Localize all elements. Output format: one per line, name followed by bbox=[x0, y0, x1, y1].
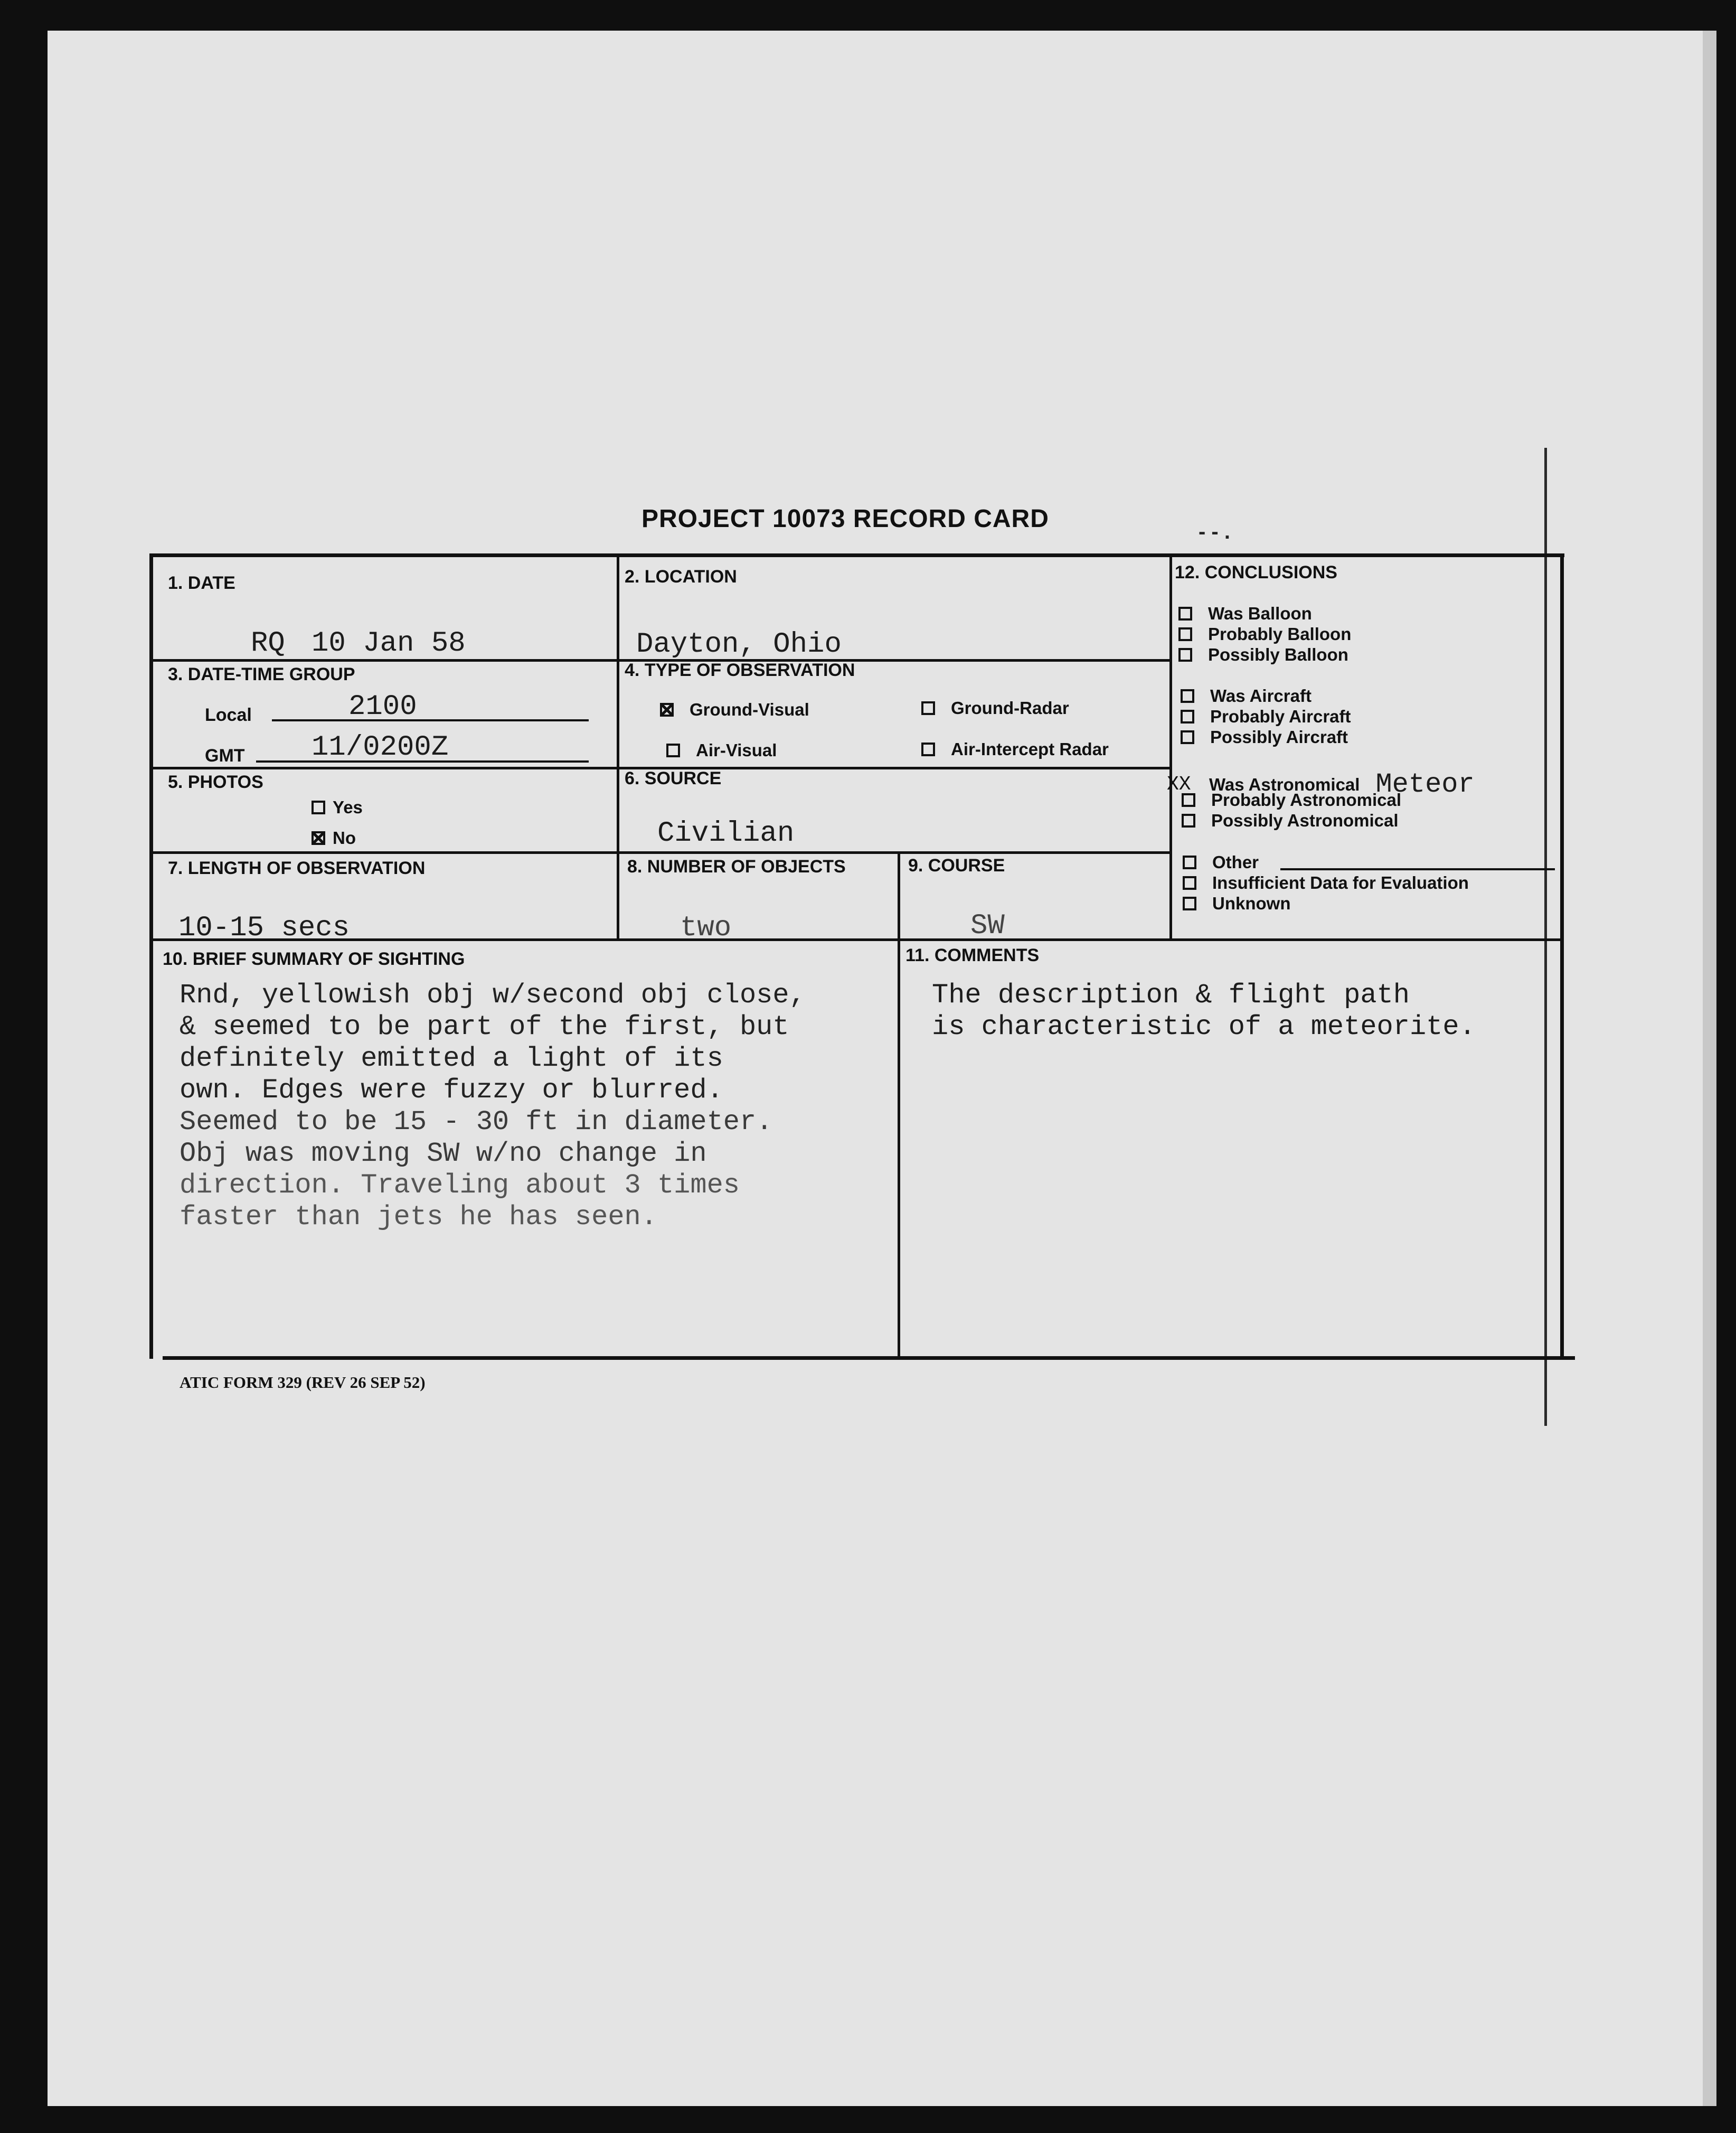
location-label: 2. LOCATION bbox=[625, 567, 737, 587]
conclusion-label: Was Aircraft bbox=[1210, 686, 1312, 706]
other-underline bbox=[1280, 868, 1555, 870]
option-photos-no-label: No bbox=[333, 828, 356, 848]
divider-col-course bbox=[898, 851, 900, 1358]
comments-label: 11. COMMENTS bbox=[905, 945, 1040, 965]
summary-line: Rnd, yellowish obj w/second obj close, bbox=[180, 980, 806, 1011]
option-ground-visual-label: Ground-Visual bbox=[690, 700, 809, 719]
conclusion-label: Possibly Balloon bbox=[1208, 645, 1348, 664]
checkbox-icon bbox=[1178, 607, 1192, 621]
summary-label: 10. BRIEF SUMMARY OF SIGHTING bbox=[163, 949, 465, 969]
checkbox-icon bbox=[1183, 876, 1196, 890]
location-value: Dayton, Ohio bbox=[636, 628, 842, 661]
comments-line: The description & flight path bbox=[932, 980, 1410, 1011]
conclusion-label: Possibly Astronomical bbox=[1211, 811, 1399, 830]
option-ground-visual bbox=[660, 700, 809, 720]
checkbox-icon bbox=[1182, 793, 1195, 807]
comments-text bbox=[932, 980, 1476, 1043]
divider-col-conclusions bbox=[1169, 556, 1172, 940]
checkbox-icon bbox=[1181, 710, 1194, 723]
conclusion-label: Unknown bbox=[1212, 894, 1291, 913]
course-label: 9. COURSE bbox=[908, 856, 1005, 876]
date-time-group-label: 3. DATE-TIME GROUP bbox=[168, 664, 355, 684]
conclusion-label: Possibly Aircraft bbox=[1210, 727, 1348, 747]
local-underline bbox=[272, 719, 589, 721]
conclusion-possibly-aircraft bbox=[1181, 727, 1348, 747]
card-border-left bbox=[149, 553, 153, 1359]
date-label: 1. DATE bbox=[168, 573, 235, 593]
gmt-value: 11/0200Z bbox=[312, 731, 449, 764]
number-of-objects-value: two bbox=[680, 912, 732, 944]
option-air-visual bbox=[666, 740, 777, 760]
conclusion-possibly-astronomical bbox=[1182, 811, 1399, 831]
checked-box-icon bbox=[660, 703, 674, 717]
conclusion-label: Probably Balloon bbox=[1208, 624, 1352, 644]
source-value: Civilian bbox=[657, 818, 795, 850]
stray-mark: - - . bbox=[1199, 520, 1230, 543]
option-photos-no bbox=[312, 828, 356, 848]
option-ground-radar-label: Ground-Radar bbox=[951, 698, 1069, 718]
option-photos-yes-label: Yes bbox=[333, 797, 363, 817]
conclusion-label: Was Balloon bbox=[1208, 604, 1312, 623]
conclusion-other bbox=[1183, 852, 1259, 872]
card-border-top bbox=[149, 553, 1564, 557]
divider-col-location bbox=[617, 556, 619, 940]
length-of-observation-value: 10-15 secs bbox=[178, 912, 350, 944]
conclusion-was-aircraft bbox=[1181, 686, 1312, 706]
checkbox-icon bbox=[1183, 897, 1196, 910]
date-value: 10 Jan 58 bbox=[312, 627, 466, 660]
checkbox-icon bbox=[1178, 627, 1192, 641]
conclusion-probably-astronomical bbox=[1182, 790, 1401, 810]
local-label: Local bbox=[205, 705, 252, 725]
typed-x-mark: XX bbox=[1167, 773, 1191, 796]
summary-line: faster than jets he has seen. bbox=[180, 1201, 657, 1233]
conclusion-label: Was Astronomical bbox=[1209, 774, 1360, 794]
checkbox-icon bbox=[1183, 856, 1196, 869]
course-value: SW bbox=[970, 910, 1005, 942]
conclusion-possibly-balloon bbox=[1178, 645, 1348, 665]
number-of-objects-label: 8. NUMBER OF OBJECTS bbox=[627, 857, 846, 877]
summary-line: direction. Traveling about 3 times bbox=[180, 1170, 740, 1201]
checked-box-icon bbox=[312, 831, 325, 845]
option-photos-yes bbox=[312, 797, 363, 818]
conclusions-label: 12. CONCLUSIONS bbox=[1175, 562, 1337, 582]
gmt-label: GMT bbox=[205, 746, 245, 766]
conclusion-insufficient-data bbox=[1183, 873, 1469, 893]
checkbox-icon bbox=[666, 744, 680, 757]
summary-line: Obj was moving SW w/no change in bbox=[180, 1138, 707, 1169]
option-air-visual-label: Air-Visual bbox=[696, 740, 777, 760]
type-of-observation-label: 4. TYPE OF OBSERVATION bbox=[625, 660, 855, 680]
checkbox-icon bbox=[1182, 814, 1195, 828]
conclusion-label: Insufficient Data for Evaluation bbox=[1212, 873, 1469, 892]
row-line-4 bbox=[152, 938, 1563, 941]
checkbox-icon bbox=[1178, 648, 1192, 662]
summary-line: Seemed to be 15 - 30 ft in diameter. bbox=[180, 1106, 773, 1138]
comments-line: is characteristic of a meteorite. bbox=[932, 1011, 1476, 1042]
checkbox-icon bbox=[1181, 689, 1194, 703]
summary-text bbox=[180, 980, 882, 1233]
summary-line: own. Edges were fuzzy or blurred. bbox=[180, 1075, 723, 1106]
card-border-bottom bbox=[163, 1356, 1575, 1360]
conclusion-unknown bbox=[1183, 894, 1290, 914]
card-title: PROJECT 10073 RECORD CARD bbox=[641, 505, 1049, 533]
card-edge-line bbox=[1544, 448, 1547, 1426]
length-of-observation-label: 7. LENGTH OF OBSERVATION bbox=[168, 858, 426, 878]
option-ground-radar bbox=[921, 698, 1069, 718]
source-label: 6. SOURCE bbox=[625, 768, 722, 788]
checkbox-icon bbox=[312, 801, 325, 814]
conclusion-probably-aircraft bbox=[1181, 707, 1351, 727]
card-border-right bbox=[1560, 553, 1564, 1359]
option-air-intercept-radar-label: Air-Intercept Radar bbox=[951, 739, 1109, 759]
checkbox-icon bbox=[1181, 730, 1194, 744]
conclusion-was-balloon bbox=[1178, 604, 1312, 624]
date-prefix: RQ bbox=[251, 627, 285, 660]
checkbox-icon bbox=[921, 743, 935, 756]
conclusion-label: Other bbox=[1212, 852, 1259, 872]
conclusion-note: Meteor bbox=[1375, 769, 1475, 800]
summary-line: definitely emitted a light of its bbox=[180, 1043, 723, 1074]
form-footer: ATIC FORM 329 (REV 26 SEP 52) bbox=[180, 1373, 426, 1392]
option-air-intercept-radar bbox=[921, 739, 1109, 759]
summary-line: & seemed to be part of the first, but bbox=[180, 1011, 789, 1042]
conclusion-label: Probably Aircraft bbox=[1210, 707, 1351, 726]
photos-label: 5. PHOTOS bbox=[168, 772, 263, 792]
row-line-3 bbox=[152, 851, 1171, 854]
conclusion-label: Probably Astronomical bbox=[1211, 790, 1402, 810]
checkbox-icon bbox=[921, 701, 935, 715]
conclusion-probably-balloon bbox=[1178, 624, 1351, 644]
local-value: 2100 bbox=[348, 691, 417, 723]
